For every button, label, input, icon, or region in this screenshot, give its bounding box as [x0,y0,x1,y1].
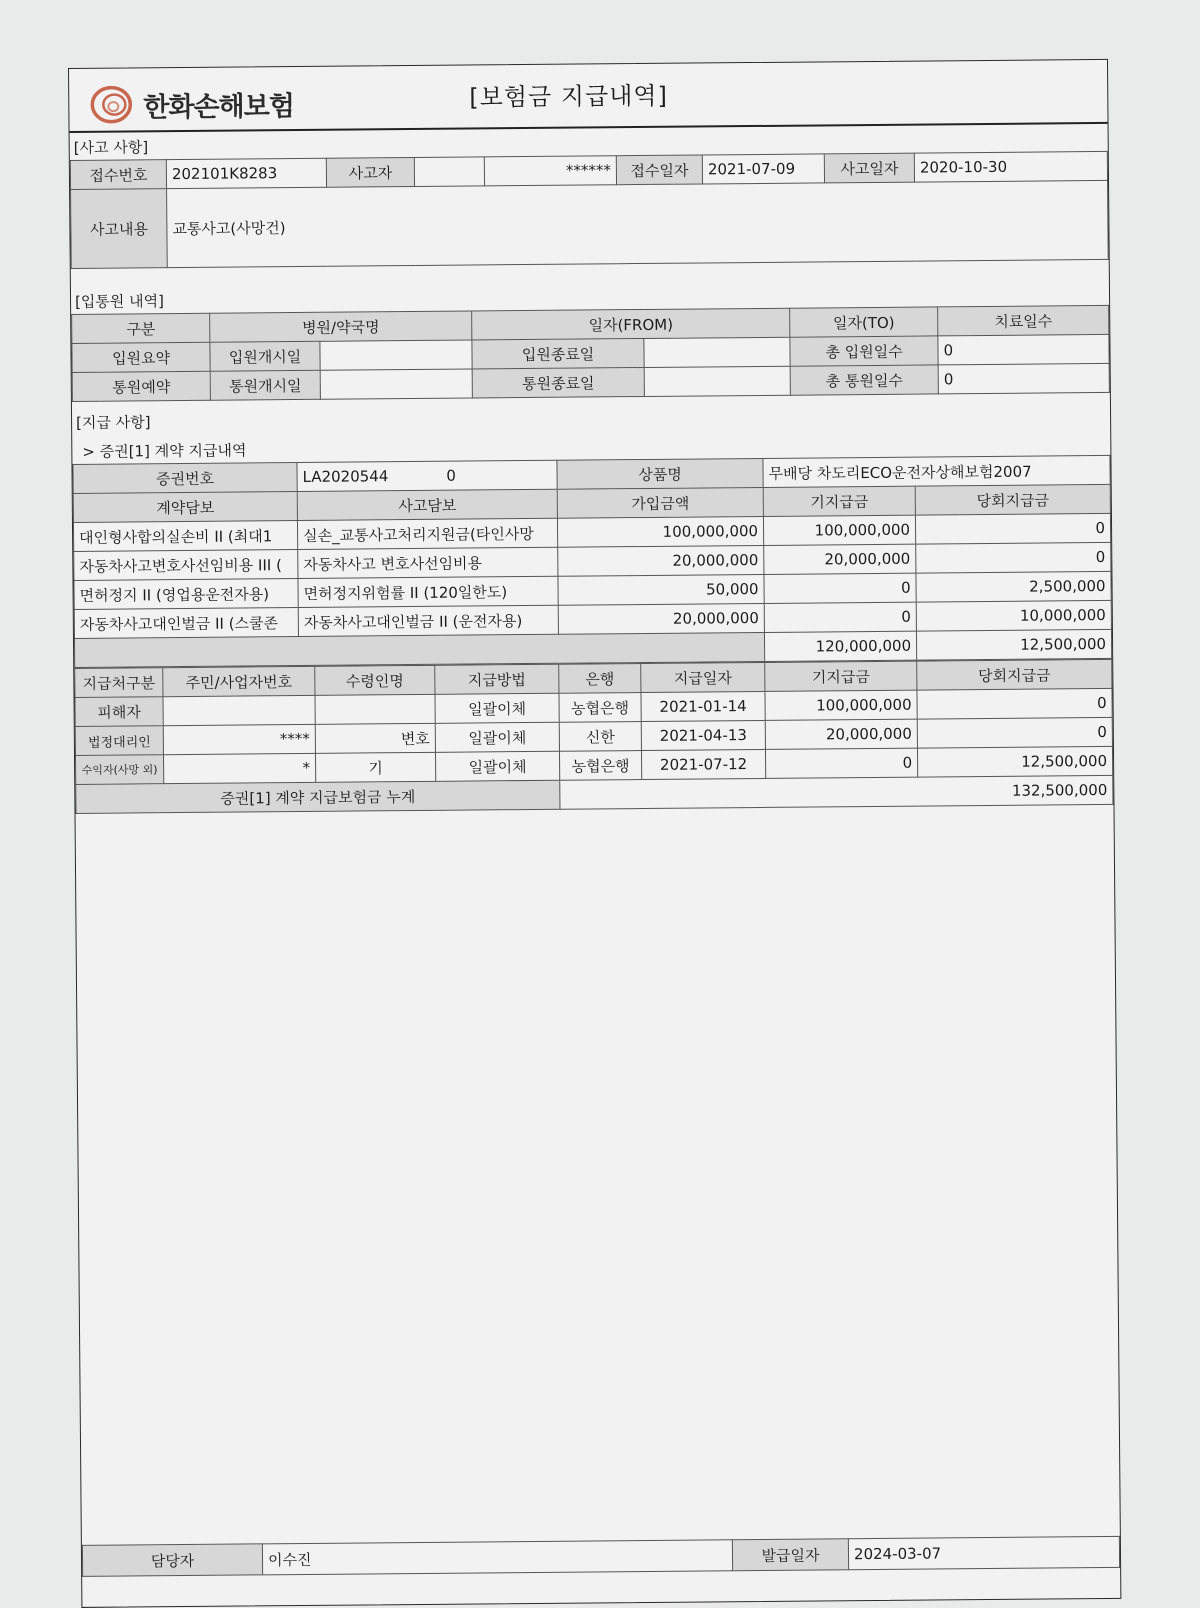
outpatient-total-label: 총 통원일수 [790,365,938,395]
coverage-paid: 100,000,000 [763,515,915,545]
coverage-accident: 면허정지위험률 II (120일한도) [298,576,558,607]
coverage-header-current: 당회지급금 [915,484,1110,515]
payee-table [74,659,1113,814]
insurance-payment-document [68,59,1121,1608]
payment-section-title: [지급 사항] [76,413,151,432]
payee-name: 기 [315,752,435,782]
coverage-paid: 0 [764,602,916,632]
coverage-contract: 자동차사고대인벌금 II (스쿨존 [74,608,298,639]
payee-current: 0 [917,688,1112,719]
issue-date-label: 발급일자 [732,1539,848,1571]
payee-current: 12,500,000 [917,746,1112,777]
payee-name [315,694,435,724]
payee-current: 0 [917,717,1112,748]
payee-bank: 농협은행 [559,693,641,723]
victim-name-redacted [414,157,484,187]
accident-date: 2020-10-30 [914,151,1107,182]
outpatient-start-label: 통원개시일 [210,370,320,400]
document-footer [82,1536,1120,1577]
inpatient-start [320,340,472,370]
accident-section-title: [사고 사항] [73,138,149,157]
coverage-contract: 면허정지 II (영업용운전자용) [74,579,298,610]
coverage-header-accident: 사고담보 [297,489,557,520]
payee-type: 피해자 [75,697,163,727]
hospital-header-type: 구분 [72,313,210,343]
payee-header-date: 지급일자 [641,662,765,692]
coverage-insured: 20,000,000 [558,603,764,634]
hospital-header-days: 치료일수 [938,305,1109,335]
product-name: 무배당 차도리ECO운전자상해보험2007 [763,455,1110,487]
payee-bank: 농협은행 [559,751,641,781]
hanwha-logo-icon [89,82,137,126]
manager-name: 이수진 [262,1540,732,1575]
coverage-paid: 0 [764,573,916,603]
policy-no-label: 증권번호 [73,463,297,494]
accident-table [70,151,1109,269]
receipt-no-label: 접수번호 [70,160,166,190]
coverage-total-current: 12,500,000 [916,629,1111,660]
inpatient-label: 입원요약 [72,342,210,372]
payee-date: 2021-04-13 [641,720,765,750]
document-title: [보험금 지급내역] [469,81,669,112]
payee-type: 법정대리인 [75,726,163,756]
hospital-table [71,305,1110,402]
cumulative-label: 증권[1] 계약 지급보험금 누계 [76,780,560,813]
manager-label: 담당자 [82,1544,262,1577]
payee-id [163,695,315,725]
coverage-table [72,455,1112,668]
coverage-current: 2,500,000 [916,571,1111,602]
inpatient-end [644,337,790,367]
coverage-accident: 실손_교통사고처리지원금(타인사망 [297,518,557,549]
outpatient-total: 0 [938,363,1109,393]
payee-method: 일괄이체 [435,722,559,752]
coverage-header-paid: 기지급금 [763,486,915,516]
coverage-current: 10,000,000 [916,600,1111,631]
payee-header-paid: 기지급금 [765,661,917,691]
outpatient-end [644,366,790,396]
coverage-header-insured: 가입금액 [557,487,763,518]
cumulative-total: 132,500,000 [560,775,1113,809]
payee-method: 일괄이체 [435,751,559,781]
inpatient-start-label: 입원개시일 [210,341,320,371]
receipt-date-label: 접수일자 [616,155,702,185]
contract-title: > 증권[1] 계약 지급내역 [82,441,247,461]
coverage-insured: 20,000,000 [558,545,764,576]
policy-no [297,460,557,491]
payee-name: 변호 [315,723,435,753]
hospital-header-from: 일자(FROM) [472,308,790,340]
hospital-section-title: [입통원 내역] [74,292,165,311]
accident-content: 교통사고(사망건) [167,180,1109,267]
payee-header-id: 주민/사업자번호 [163,666,315,696]
payee-header-current: 당회지급금 [917,659,1112,690]
hospital-header-name: 병원/약국명 [210,311,472,342]
inpatient-end-label: 입원종료일 [472,338,644,368]
victim-id-masked: ****** [484,156,616,186]
policy-no-value: LA2020544 [302,467,389,486]
payee-header-type: 지급처구분 [75,668,163,698]
accident-content-label: 사고내용 [71,189,168,269]
payee-header-method: 지급방법 [435,664,559,694]
payee-type: 수익자(사망 외) [75,755,163,785]
hospital-header-to: 일자(TO) [790,307,938,337]
coverage-current: 0 [915,513,1110,544]
payee-paid: 20,000,000 [765,719,917,749]
product-label: 상품명 [557,458,763,489]
victim-label: 사고자 [326,157,414,187]
policy-no-suffix: 0 [446,466,456,485]
document-header [69,60,1108,133]
footer-table [82,1536,1120,1577]
payee-paid: 100,000,000 [765,690,917,720]
outpatient-end-label: 통원종료일 [472,367,644,397]
payee-bank: 신한 [559,722,641,752]
payee-header-name: 수령인명 [315,665,435,695]
payee-id: **** [163,724,315,754]
coverage-header-contract: 계약담보 [73,492,297,523]
inpatient-total: 0 [938,334,1109,364]
inpatient-total-label: 총 입원일수 [790,336,938,366]
coverage-current: 0 [916,542,1111,573]
coverage-insured: 50,000 [558,574,764,605]
coverage-contract: 대인형사합의실손비 II (최대1 [73,521,297,552]
company-logo [89,81,294,127]
issue-date: 2024-03-07 [848,1536,1119,1569]
payee-date: 2021-01-14 [641,691,765,721]
coverage-total-paid: 120,000,000 [764,631,916,661]
accident-date-label: 사고일자 [824,153,914,183]
coverage-contract: 자동차사고변호사선임비용 III ( [74,550,298,581]
payee-header-bank: 은행 [559,664,641,694]
coverage-accident: 자동차사고 변호사선임비용 [298,547,558,578]
coverage-insured: 100,000,000 [557,516,763,547]
receipt-no: 202101K8283 [166,158,326,188]
coverage-paid: 20,000,000 [764,544,916,574]
payee-method: 일괄이체 [435,693,559,723]
coverage-accident: 자동차사고대인벌금 II (운전자용) [298,605,558,636]
payee-paid: 0 [765,748,917,778]
outpatient-start [320,369,472,399]
receipt-date: 2021-07-09 [702,154,824,184]
outpatient-label: 통원예약 [72,371,210,401]
payee-date: 2021-07-12 [641,749,765,779]
company-name: 한화손해보험 [143,90,294,123]
payee-id: * [163,753,315,783]
